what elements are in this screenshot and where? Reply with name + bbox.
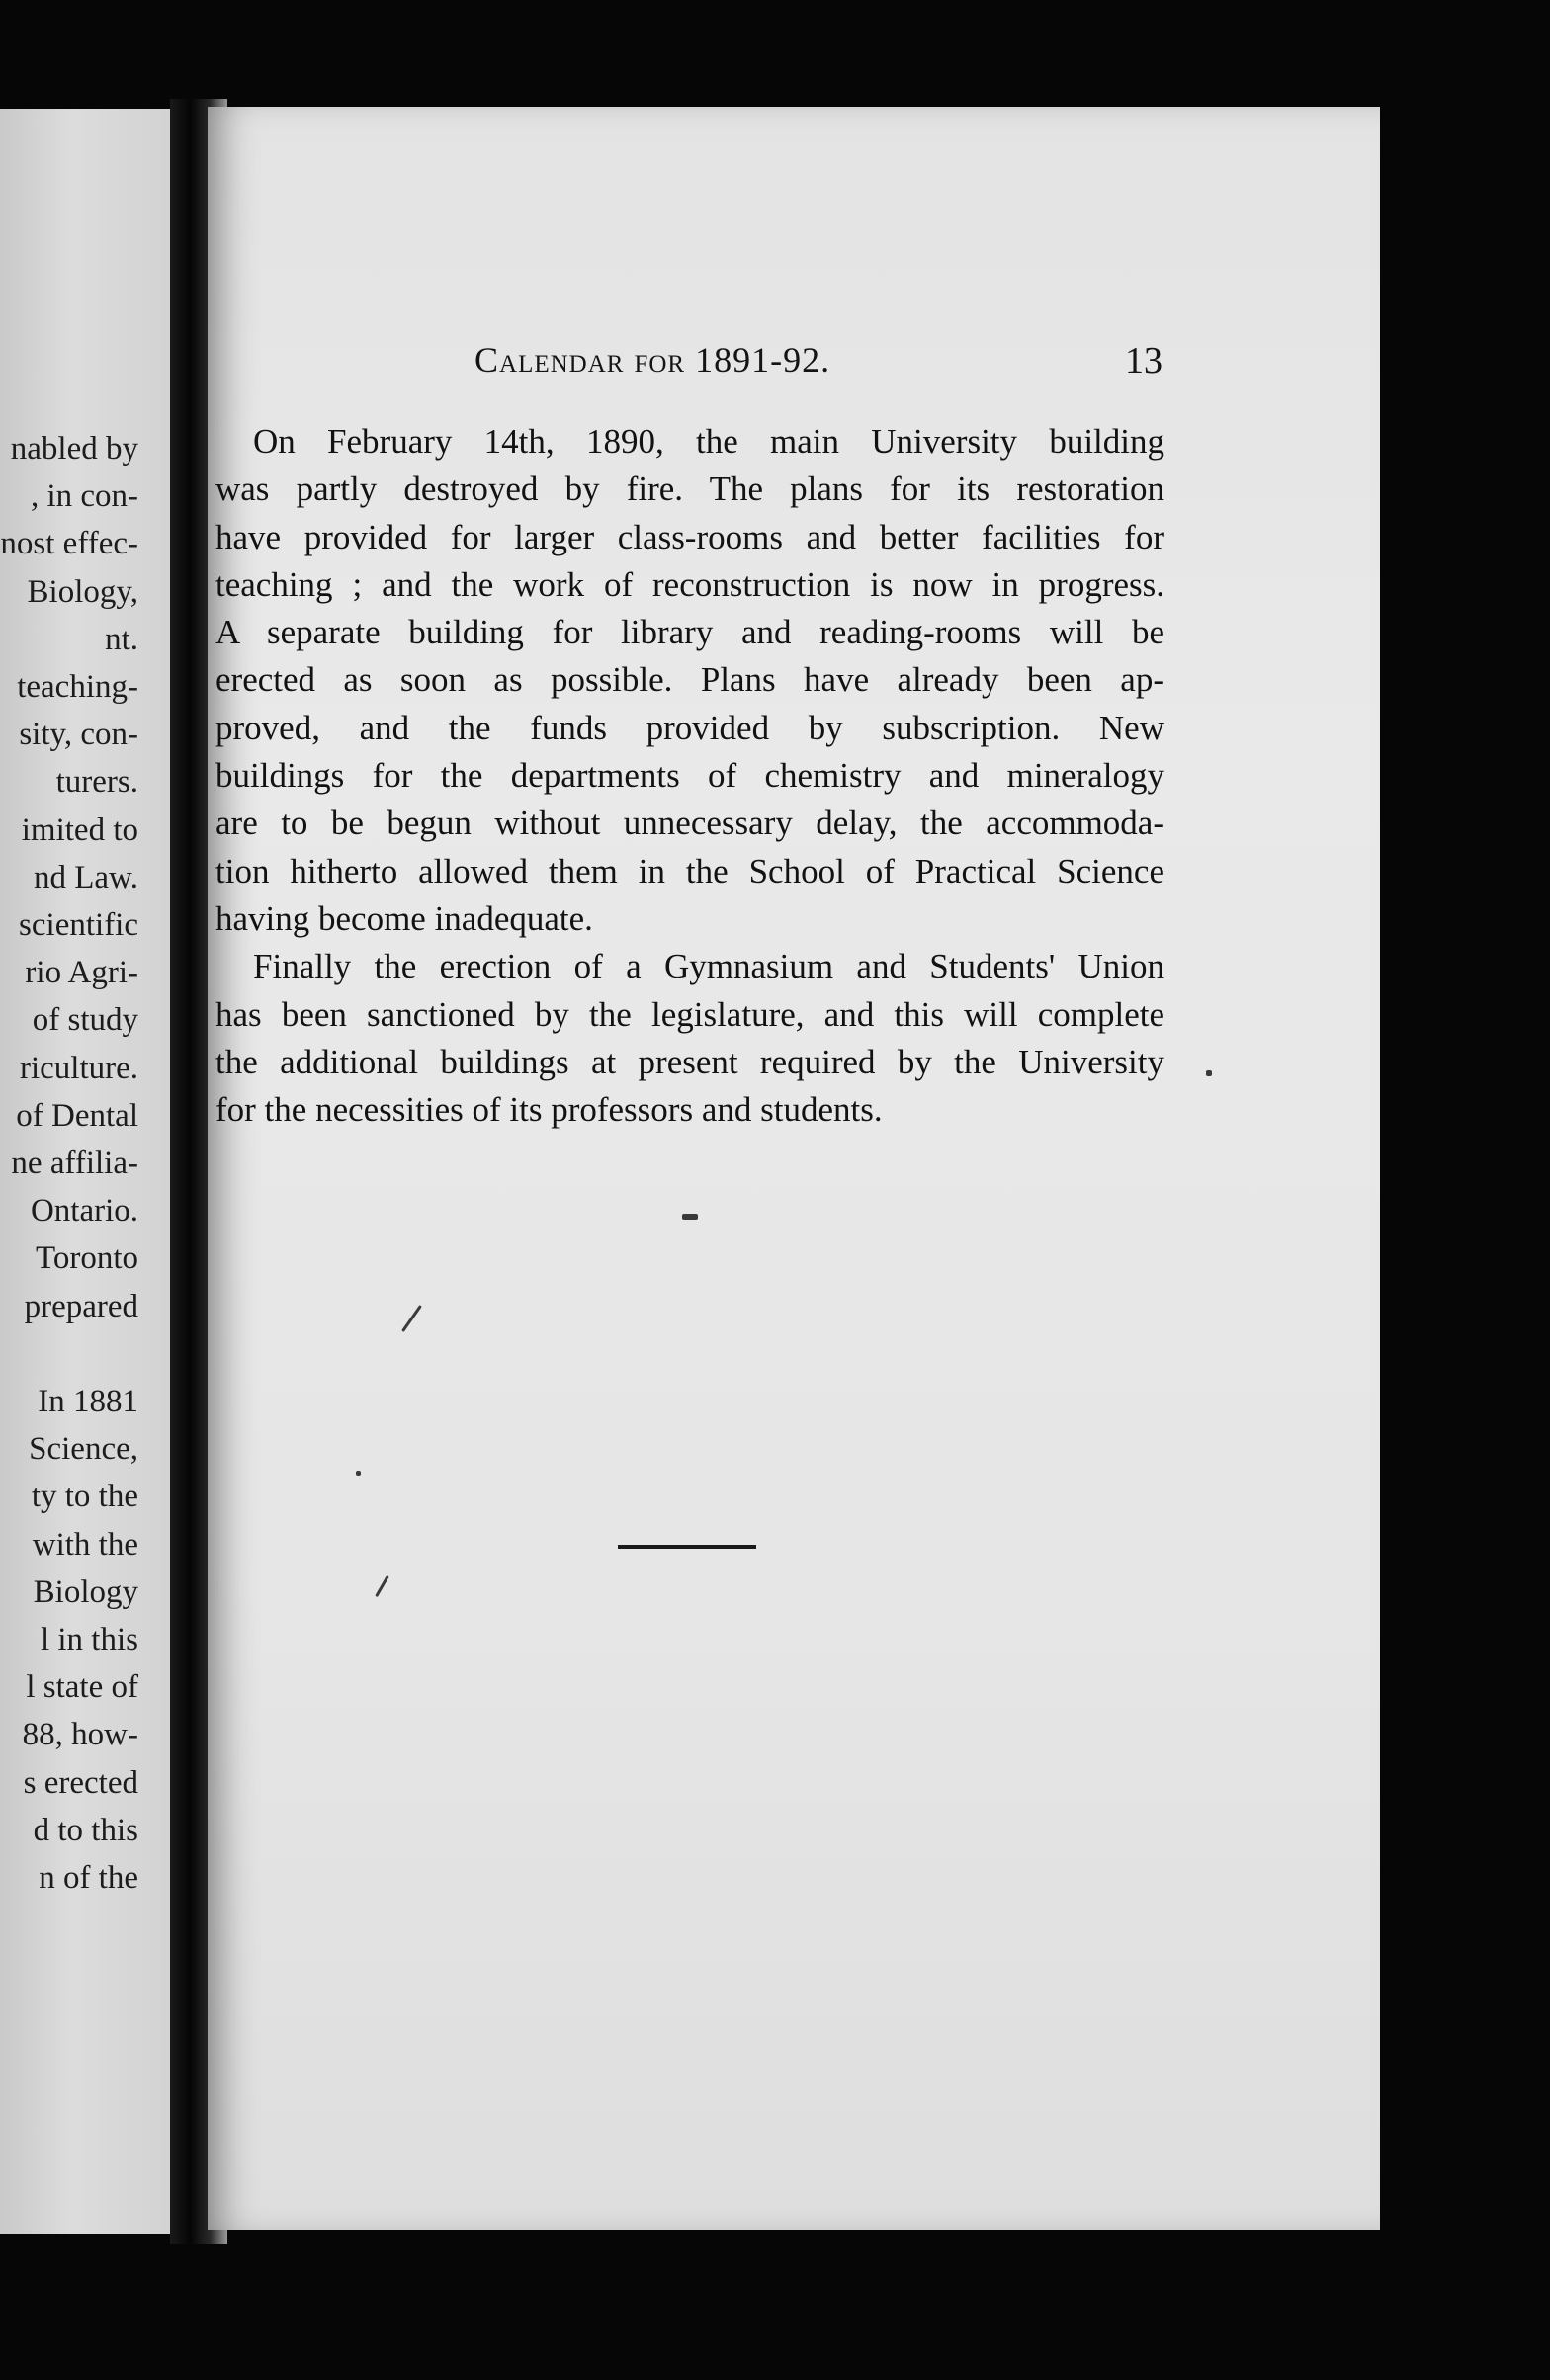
previous-page-line: turers. xyxy=(55,764,138,801)
previous-page-line: Toronto xyxy=(35,1240,138,1277)
previous-page-line: Science, xyxy=(29,1431,138,1468)
previous-page-line: l state of xyxy=(26,1669,138,1706)
book-page xyxy=(208,107,1380,2230)
page-body xyxy=(215,418,1164,1134)
scan-speck xyxy=(356,1471,361,1476)
previous-page-line: l in this xyxy=(40,1622,138,1658)
previous-page-line: ne affilia- xyxy=(11,1146,138,1182)
scan-speck xyxy=(1206,1070,1212,1076)
paragraph xyxy=(215,418,1164,943)
scan-speck xyxy=(401,1305,422,1332)
previous-page-line: Biology, xyxy=(27,573,138,610)
previous-page-line: n of the xyxy=(39,1860,138,1897)
text-line: have provided for larger class-rooms and better facilities for xyxy=(215,517,1164,556)
previous-page-line: sity, con- xyxy=(19,717,138,753)
running-head: Calendar for 1891-92. xyxy=(474,340,831,380)
previous-page-line: riculture. xyxy=(19,1050,138,1086)
previous-page-line: nd Law. xyxy=(34,859,138,895)
previous-page-line xyxy=(0,1330,138,1378)
previous-page-line: 88, how- xyxy=(22,1717,138,1753)
previous-page-line: scientific xyxy=(19,907,138,944)
text-line: erected as soon as possible. Plans have already been ap- xyxy=(215,660,1164,700)
previous-page-line: prepared xyxy=(24,1288,138,1324)
previous-page-line: rio Agri- xyxy=(25,955,138,991)
previous-page-line: teaching- xyxy=(17,669,138,706)
text-line: Finally the erection of a Gymnasium and Students' Union xyxy=(253,947,1164,986)
previous-page-line: of study xyxy=(32,1002,138,1039)
section-divider-rule xyxy=(618,1545,756,1549)
scan-speck xyxy=(375,1575,389,1597)
text-line: has been sanctioned by the legislature, and this will complete xyxy=(215,994,1164,1034)
previous-page-line: nt. xyxy=(105,621,138,657)
previous-page-line: nost effec- xyxy=(0,526,138,562)
text-line: was partly destroyed by fire. The plans for its restoration xyxy=(215,469,1164,509)
page-header xyxy=(208,339,1380,388)
previous-page-line: s erected xyxy=(23,1764,138,1801)
previous-page-line: In 1881 xyxy=(38,1384,138,1420)
previous-page-line: ty to the xyxy=(31,1479,138,1515)
page-number: 13 xyxy=(1125,340,1162,382)
text-line: having become inadequate. xyxy=(215,898,593,938)
previous-page-line: with the xyxy=(32,1526,138,1563)
previous-page-line: nabled by xyxy=(10,431,138,467)
paragraph xyxy=(215,943,1164,1134)
previous-page-line: of Dental xyxy=(16,1097,138,1134)
previous-page-fragment xyxy=(0,109,176,2234)
text-line: A separate building for library and reading-rooms will be xyxy=(215,613,1164,652)
text-line: proved, and the funds provided by subscription. New xyxy=(215,708,1164,747)
previous-page-line: d to this xyxy=(33,1812,138,1848)
text-line: the additional buildings at present required by the University xyxy=(215,1042,1164,1081)
text-line: teaching ; and the work of reconstruction is now in progress. xyxy=(215,564,1164,604)
previous-page-line: imited to xyxy=(21,811,138,848)
scan-speck xyxy=(682,1214,698,1220)
text-line: tion hitherto allowed them in the School of Practical Science xyxy=(215,851,1164,891)
previous-page-line: , in con- xyxy=(30,478,138,515)
text-line: are to be begun without unnecessary delay, the accommoda- xyxy=(215,804,1164,843)
text-line: for the necessities of its professors and students. xyxy=(215,1090,883,1130)
previous-page-line: Biology xyxy=(33,1573,138,1610)
previous-page-line: Ontario. xyxy=(30,1193,138,1230)
text-line: On February 14th, 1890, the main University building xyxy=(253,422,1164,461)
text-line: buildings for the departments of chemistry and mineralogy xyxy=(215,756,1164,796)
previous-page-text xyxy=(0,425,138,1902)
